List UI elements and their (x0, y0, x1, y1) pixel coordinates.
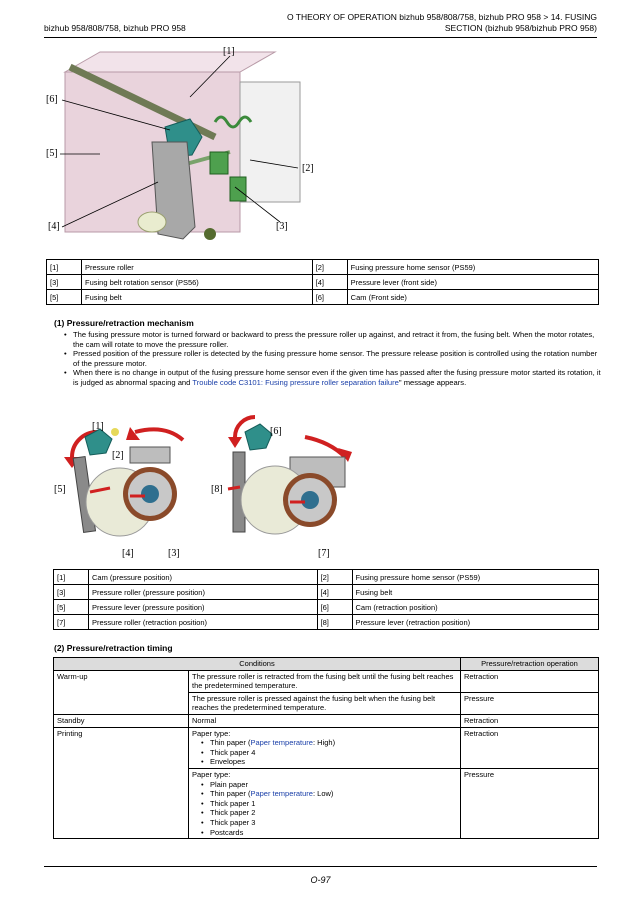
table-cell: [4] (317, 585, 352, 600)
table-cell: [3] (47, 275, 82, 290)
bullet-text: " message appears. (398, 377, 467, 387)
paper-temperature-link[interactable]: Paper temperature (250, 789, 313, 799)
item-text: : High) (312, 738, 336, 748)
fig2-callout-7: [7] (318, 548, 330, 559)
table-row (54, 585, 599, 600)
table-header-row (54, 658, 599, 671)
header-operation: Pressure/retraction operation (461, 658, 599, 671)
fig1-callout-3: [3] (276, 221, 288, 232)
table-cell: Retraction (461, 670, 599, 692)
table-cell: Cam (Front side) (347, 290, 598, 305)
paper-list (192, 780, 457, 838)
list-item: • The fusing pressure motor is turned forward or backward to press the pressure roller up against, and retract it from, the fusing belt. When the motor rotates, the cam will rotate to move the pressure roller. (62, 330, 602, 349)
bullet-text: When there is no change in output of the fusing pressure home sensor even if the given time has passed after the fusing pressure motor started its rotation, it is judged as abnormal spacing and (73, 368, 601, 387)
table-cell: Normal (189, 714, 461, 727)
list-item: • Envelopes (192, 757, 457, 767)
fig2-callout-2: [2] (112, 450, 124, 461)
fig1-leader-lines (40, 42, 330, 252)
table-cell: [6] (317, 600, 352, 615)
paper-temperature-link[interactable]: Paper temperature (250, 738, 313, 748)
table-row (47, 275, 599, 290)
table-cell: Pressure roller (retraction position) (89, 615, 318, 630)
list-item: • Plain paper (192, 780, 457, 790)
table-cell: [5] (47, 290, 82, 305)
table-cell: Pressure roller (pressure position) (89, 585, 318, 600)
table-cell: Standby (54, 714, 189, 727)
table-cell: [8] (317, 615, 352, 630)
breadcrumb-line-2: SECTION (bizhub 958/bizhub PRO 958) (444, 23, 597, 33)
fig1-callout-4: [4] (48, 221, 60, 232)
table-cell: [3] (54, 585, 89, 600)
table-cell: Fusing pressure home sensor (PS59) (352, 570, 598, 585)
table-row (54, 615, 599, 630)
list-item (192, 789, 457, 799)
table-cell: Fusing pressure home sensor (PS59) (347, 260, 598, 275)
fig1-callout-6: [6] (46, 94, 58, 105)
table-cell (189, 727, 461, 768)
list-item: • Pressed position of the pressure roller is detected by the fusing pressure home sensor. The pressure release position is controlled using the rotation number of the pressure motor. (62, 349, 602, 368)
fig1-callout-5: [5] (46, 148, 58, 159)
table-cell: Retraction (461, 727, 599, 768)
table-cell: Printing (54, 727, 189, 839)
paper-list (192, 738, 457, 767)
table-row (54, 727, 599, 768)
fig1-callout-2: [2] (302, 163, 314, 174)
table-cell: Retraction (461, 714, 599, 727)
trouble-code-link[interactable]: Trouble code C3101: Fusing pressure roller separation failure (192, 377, 399, 387)
section-2-title: (2) Pressure/retraction timing (54, 643, 173, 653)
table-cell: [4] (312, 275, 347, 290)
table-row (54, 600, 599, 615)
item-text: : Low) (312, 789, 334, 799)
table-cell: [1] (54, 570, 89, 585)
header-breadcrumb (287, 12, 597, 34)
table-cell: Fusing belt rotation sensor (PS56) (82, 275, 313, 290)
table-row (54, 670, 599, 692)
fig2-callout-6: [6] (270, 426, 282, 437)
list-item (62, 368, 602, 387)
list-item: • Thick paper 1 (192, 799, 457, 809)
table-cell: The pressure roller is pressed against the fusing belt when the fusing belt reaches the predetermined temperature. (189, 692, 461, 714)
header-model: bizhub 958/808/758, bizhub PRO 958 (44, 23, 186, 33)
pressure-retraction-figure (50, 412, 360, 567)
parts-table-1 (46, 259, 599, 305)
item-text: Thin paper ( (210, 738, 251, 748)
footer-rule (44, 866, 597, 867)
table-cell: The pressure roller is retracted from the fusing belt until the fusing belt reaches the predetermined temperature. (189, 670, 461, 692)
fig2-callout-1: [1] (92, 421, 104, 432)
header-rule (44, 37, 597, 38)
table-cell: Pressure (461, 692, 599, 714)
fig1-callout-1: [1] (223, 46, 235, 57)
page-number: O-97 (310, 875, 331, 885)
fig2-callout-8: [8] (211, 484, 223, 495)
list-item: • Thick paper 4 (192, 748, 457, 758)
section-1-title: (1) Pressure/retraction mechanism (54, 318, 194, 328)
breadcrumb-line-1: O THEORY OF OPERATION bizhub 958/808/758, bizhub PRO 958 > 14. FUSING (286, 12, 597, 22)
parts-table-2 (53, 569, 599, 630)
header-conditions: Conditions (54, 658, 461, 671)
table-cell: Pressure lever (retraction position) (352, 615, 598, 630)
table-cell: Fusing belt (82, 290, 313, 305)
table-cell: Cam (pressure position) (89, 570, 318, 585)
table-row (54, 570, 599, 585)
table-cell: [2] (312, 260, 347, 275)
list-item: • Thick paper 2 (192, 808, 457, 818)
table-cell (189, 768, 461, 838)
table-row (47, 260, 599, 275)
section-1-bullets (62, 330, 602, 388)
item-text: Thin paper ( (210, 789, 251, 799)
list-item (192, 738, 457, 748)
table-cell: [7] (54, 615, 89, 630)
table-cell: [2] (317, 570, 352, 585)
fig2-callout-5: [5] (54, 484, 66, 495)
fig2-callout-3: [3] (168, 548, 180, 559)
pressure-position-diagram (64, 427, 183, 536)
table-cell: Cam (retraction position) (352, 600, 598, 615)
paper-type-label: Paper type: (192, 769, 231, 779)
retraction-position-diagram (228, 417, 352, 534)
table-row (47, 290, 599, 305)
table-cell: [6] (312, 290, 347, 305)
list-item: • Thick paper 3 (192, 818, 457, 828)
list-item: • Postcards (192, 828, 457, 838)
table-row (54, 714, 599, 727)
table-cell: Pressure roller (82, 260, 313, 275)
table-cell: Pressure lever (front side) (347, 275, 598, 290)
table-cell: [5] (54, 600, 89, 615)
paper-type-label: Paper type: (192, 728, 231, 738)
table-cell: [1] (47, 260, 82, 275)
table-cell: Pressure (461, 768, 599, 838)
table-cell: Fusing belt (352, 585, 598, 600)
timing-table (53, 657, 599, 839)
table-cell: Warm-up (54, 670, 189, 714)
fig2-callout-4: [4] (122, 548, 134, 559)
table-cell: Pressure lever (pressure position) (89, 600, 318, 615)
